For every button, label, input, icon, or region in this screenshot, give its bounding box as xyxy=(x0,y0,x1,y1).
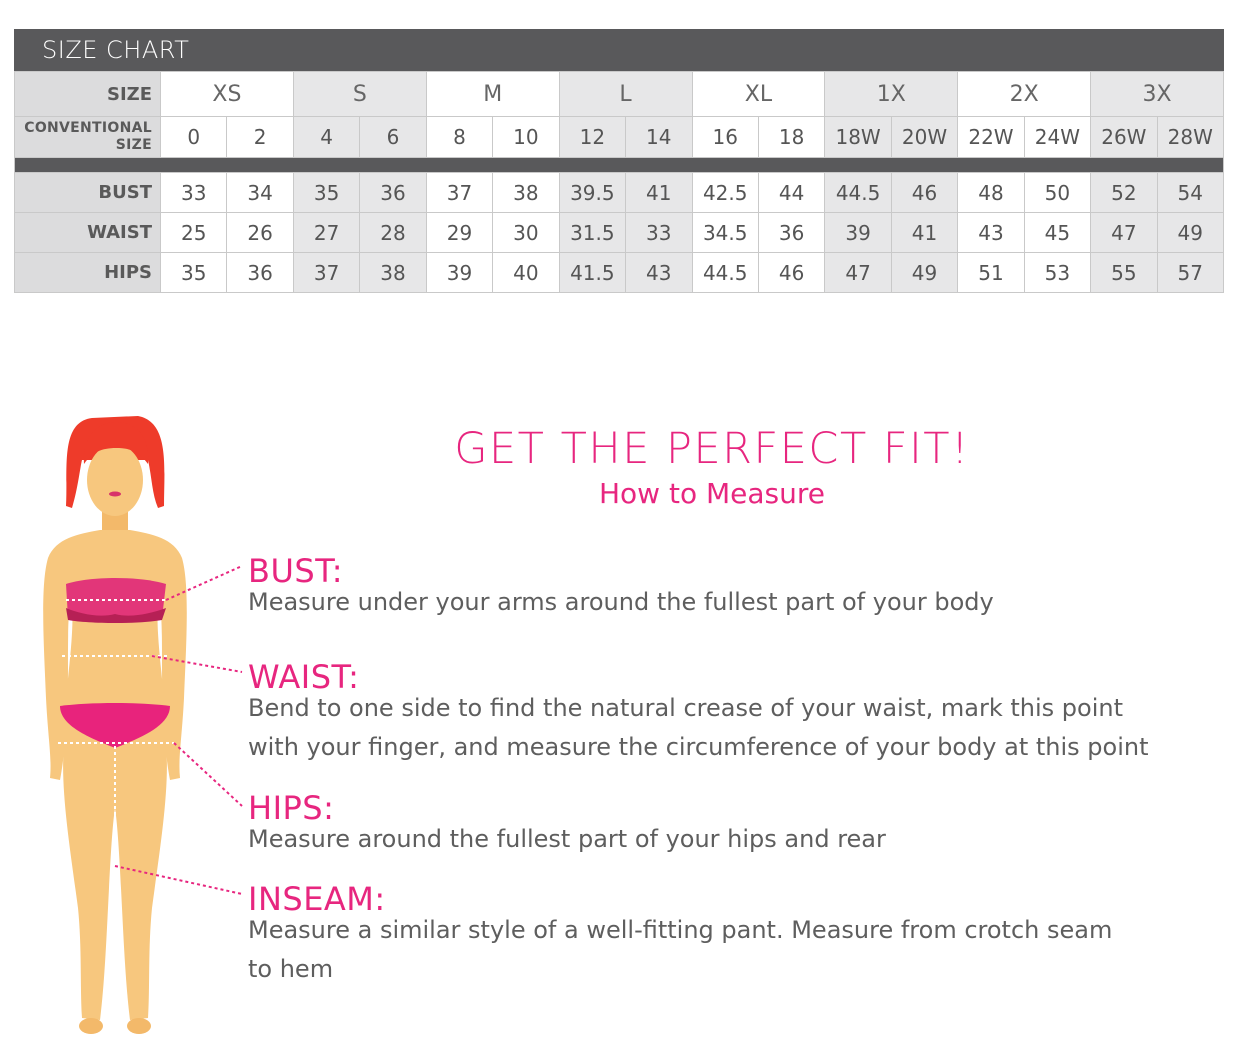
hips-text: Measure around the fullest part of your hips and rear xyxy=(248,825,886,853)
measurement-cell: 47 xyxy=(1091,213,1157,253)
size-chart-table xyxy=(14,71,1224,293)
waist-text-2: with your finger, and measure the circumference of your body at this point xyxy=(248,733,1149,761)
size-cell: S xyxy=(293,72,426,117)
conventional-label-line2: SIZE xyxy=(115,137,152,153)
conventional-size-cell: 22W xyxy=(958,117,1024,158)
table-divider xyxy=(15,158,1224,173)
size-cell: XL xyxy=(692,72,825,117)
measurement-row-bust xyxy=(15,173,1224,213)
measurement-cell: 55 xyxy=(1091,253,1157,293)
measurement-cell: 33 xyxy=(161,173,227,213)
measurement-cell: 35 xyxy=(293,173,359,213)
measurement-cell: 28 xyxy=(360,213,426,253)
size-row-label: SIZE xyxy=(15,72,161,117)
measurement-cell: 37 xyxy=(293,253,359,293)
size-cell: M xyxy=(426,72,559,117)
measurement-cell: 42.5 xyxy=(692,173,758,213)
measurement-cell: 49 xyxy=(891,253,957,293)
measurement-cell: 36 xyxy=(758,213,824,253)
size-row xyxy=(15,72,1224,117)
divider-bar xyxy=(15,158,1224,173)
measurement-cell: 46 xyxy=(891,173,957,213)
conventional-size-cell: 12 xyxy=(559,117,625,158)
woman-figure-icon xyxy=(20,408,250,1048)
measurement-cell: 26 xyxy=(227,213,293,253)
fit-title: GET THE PERFECT FIT! xyxy=(454,424,970,474)
conventional-size-cell: 18 xyxy=(758,117,824,158)
measurement-cell: 52 xyxy=(1091,173,1157,213)
measurement-cell: 53 xyxy=(1024,253,1090,293)
conventional-size-cell: 14 xyxy=(626,117,692,158)
measurement-label: HIPS xyxy=(15,253,161,293)
measurement-label: WAIST xyxy=(15,213,161,253)
inseam-heading: INSEAM: xyxy=(248,880,386,918)
measurement-cell: 40 xyxy=(493,253,559,293)
conventional-size-cell: 26W xyxy=(1091,117,1157,158)
measurement-cell: 41.5 xyxy=(559,253,625,293)
measurement-label: BUST xyxy=(15,173,161,213)
measurement-cell: 39 xyxy=(426,253,492,293)
measurement-cell: 44 xyxy=(758,173,824,213)
measurement-cell: 50 xyxy=(1024,173,1090,213)
conventional-label-line1: CONVENTIONAL xyxy=(24,120,152,136)
conventional-size-cell: 20W xyxy=(891,117,957,158)
measurement-cell: 47 xyxy=(825,253,891,293)
bust-heading: BUST: xyxy=(248,552,343,590)
size-cell: 2X xyxy=(958,72,1091,117)
measurement-cell: 31.5 xyxy=(559,213,625,253)
measurement-cell: 43 xyxy=(626,253,692,293)
measurement-cell: 44.5 xyxy=(825,173,891,213)
measurement-cell: 51 xyxy=(958,253,1024,293)
conventional-size-cell: 18W xyxy=(825,117,891,158)
conventional-size-row xyxy=(15,117,1224,158)
inseam-text-1: Measure a similar style of a well-fitting pant. Measure from crotch seam xyxy=(248,916,1113,944)
measurement-cell: 44.5 xyxy=(692,253,758,293)
conventional-size-cell: 8 xyxy=(426,117,492,158)
size-chart xyxy=(14,29,1224,293)
conventional-size-cell: 28W xyxy=(1157,117,1223,158)
conventional-size-cell: 16 xyxy=(692,117,758,158)
measurement-cell: 54 xyxy=(1157,173,1223,213)
fit-subtitle: How to Measure xyxy=(599,477,825,510)
measurement-cell: 45 xyxy=(1024,213,1090,253)
measurement-cell: 39.5 xyxy=(559,173,625,213)
measurement-cell: 37 xyxy=(426,173,492,213)
size-chart-title: SIZE CHART xyxy=(14,29,1224,71)
measurement-cell: 29 xyxy=(426,213,492,253)
conventional-size-cell: 0 xyxy=(161,117,227,158)
conventional-size-cell: 10 xyxy=(493,117,559,158)
measurement-row-waist xyxy=(15,213,1224,253)
measurement-cell: 33 xyxy=(626,213,692,253)
measurement-cell: 48 xyxy=(958,173,1024,213)
hips-heading: HIPS: xyxy=(248,789,335,827)
waist-text-1: Bend to one side to find the natural crease of your waist, mark this point xyxy=(248,694,1124,722)
size-cell: 3X xyxy=(1091,72,1224,117)
conventional-size-label xyxy=(15,117,161,158)
measurement-cell: 41 xyxy=(626,173,692,213)
inseam-text-2: to hem xyxy=(248,955,334,983)
size-cell: XS xyxy=(161,72,294,117)
measurement-cell: 35 xyxy=(161,253,227,293)
measurement-cell: 36 xyxy=(227,253,293,293)
measurement-row-hips xyxy=(15,253,1224,293)
conventional-size-cell: 4 xyxy=(293,117,359,158)
measurement-cell: 57 xyxy=(1157,253,1223,293)
measurement-cell: 38 xyxy=(493,173,559,213)
measurement-cell: 27 xyxy=(293,213,359,253)
measurement-cell: 46 xyxy=(758,253,824,293)
measurement-cell: 39 xyxy=(825,213,891,253)
measurement-cell: 43 xyxy=(958,213,1024,253)
bust-text: Measure under your arms around the fullest part of your body xyxy=(248,588,994,616)
measurement-cell: 25 xyxy=(161,213,227,253)
measurement-cell: 34.5 xyxy=(692,213,758,253)
conventional-size-cell: 2 xyxy=(227,117,293,158)
measurement-cell: 34 xyxy=(227,173,293,213)
measurement-cell: 30 xyxy=(493,213,559,253)
measurement-cell: 41 xyxy=(891,213,957,253)
measurement-cell: 38 xyxy=(360,253,426,293)
conventional-size-cell: 24W xyxy=(1024,117,1090,158)
measurement-cell: 36 xyxy=(360,173,426,213)
waist-heading: WAIST: xyxy=(248,658,360,696)
size-cell: 1X xyxy=(825,72,958,117)
size-cell: L xyxy=(559,72,692,117)
measurement-cell: 49 xyxy=(1157,213,1223,253)
conventional-size-cell: 6 xyxy=(360,117,426,158)
